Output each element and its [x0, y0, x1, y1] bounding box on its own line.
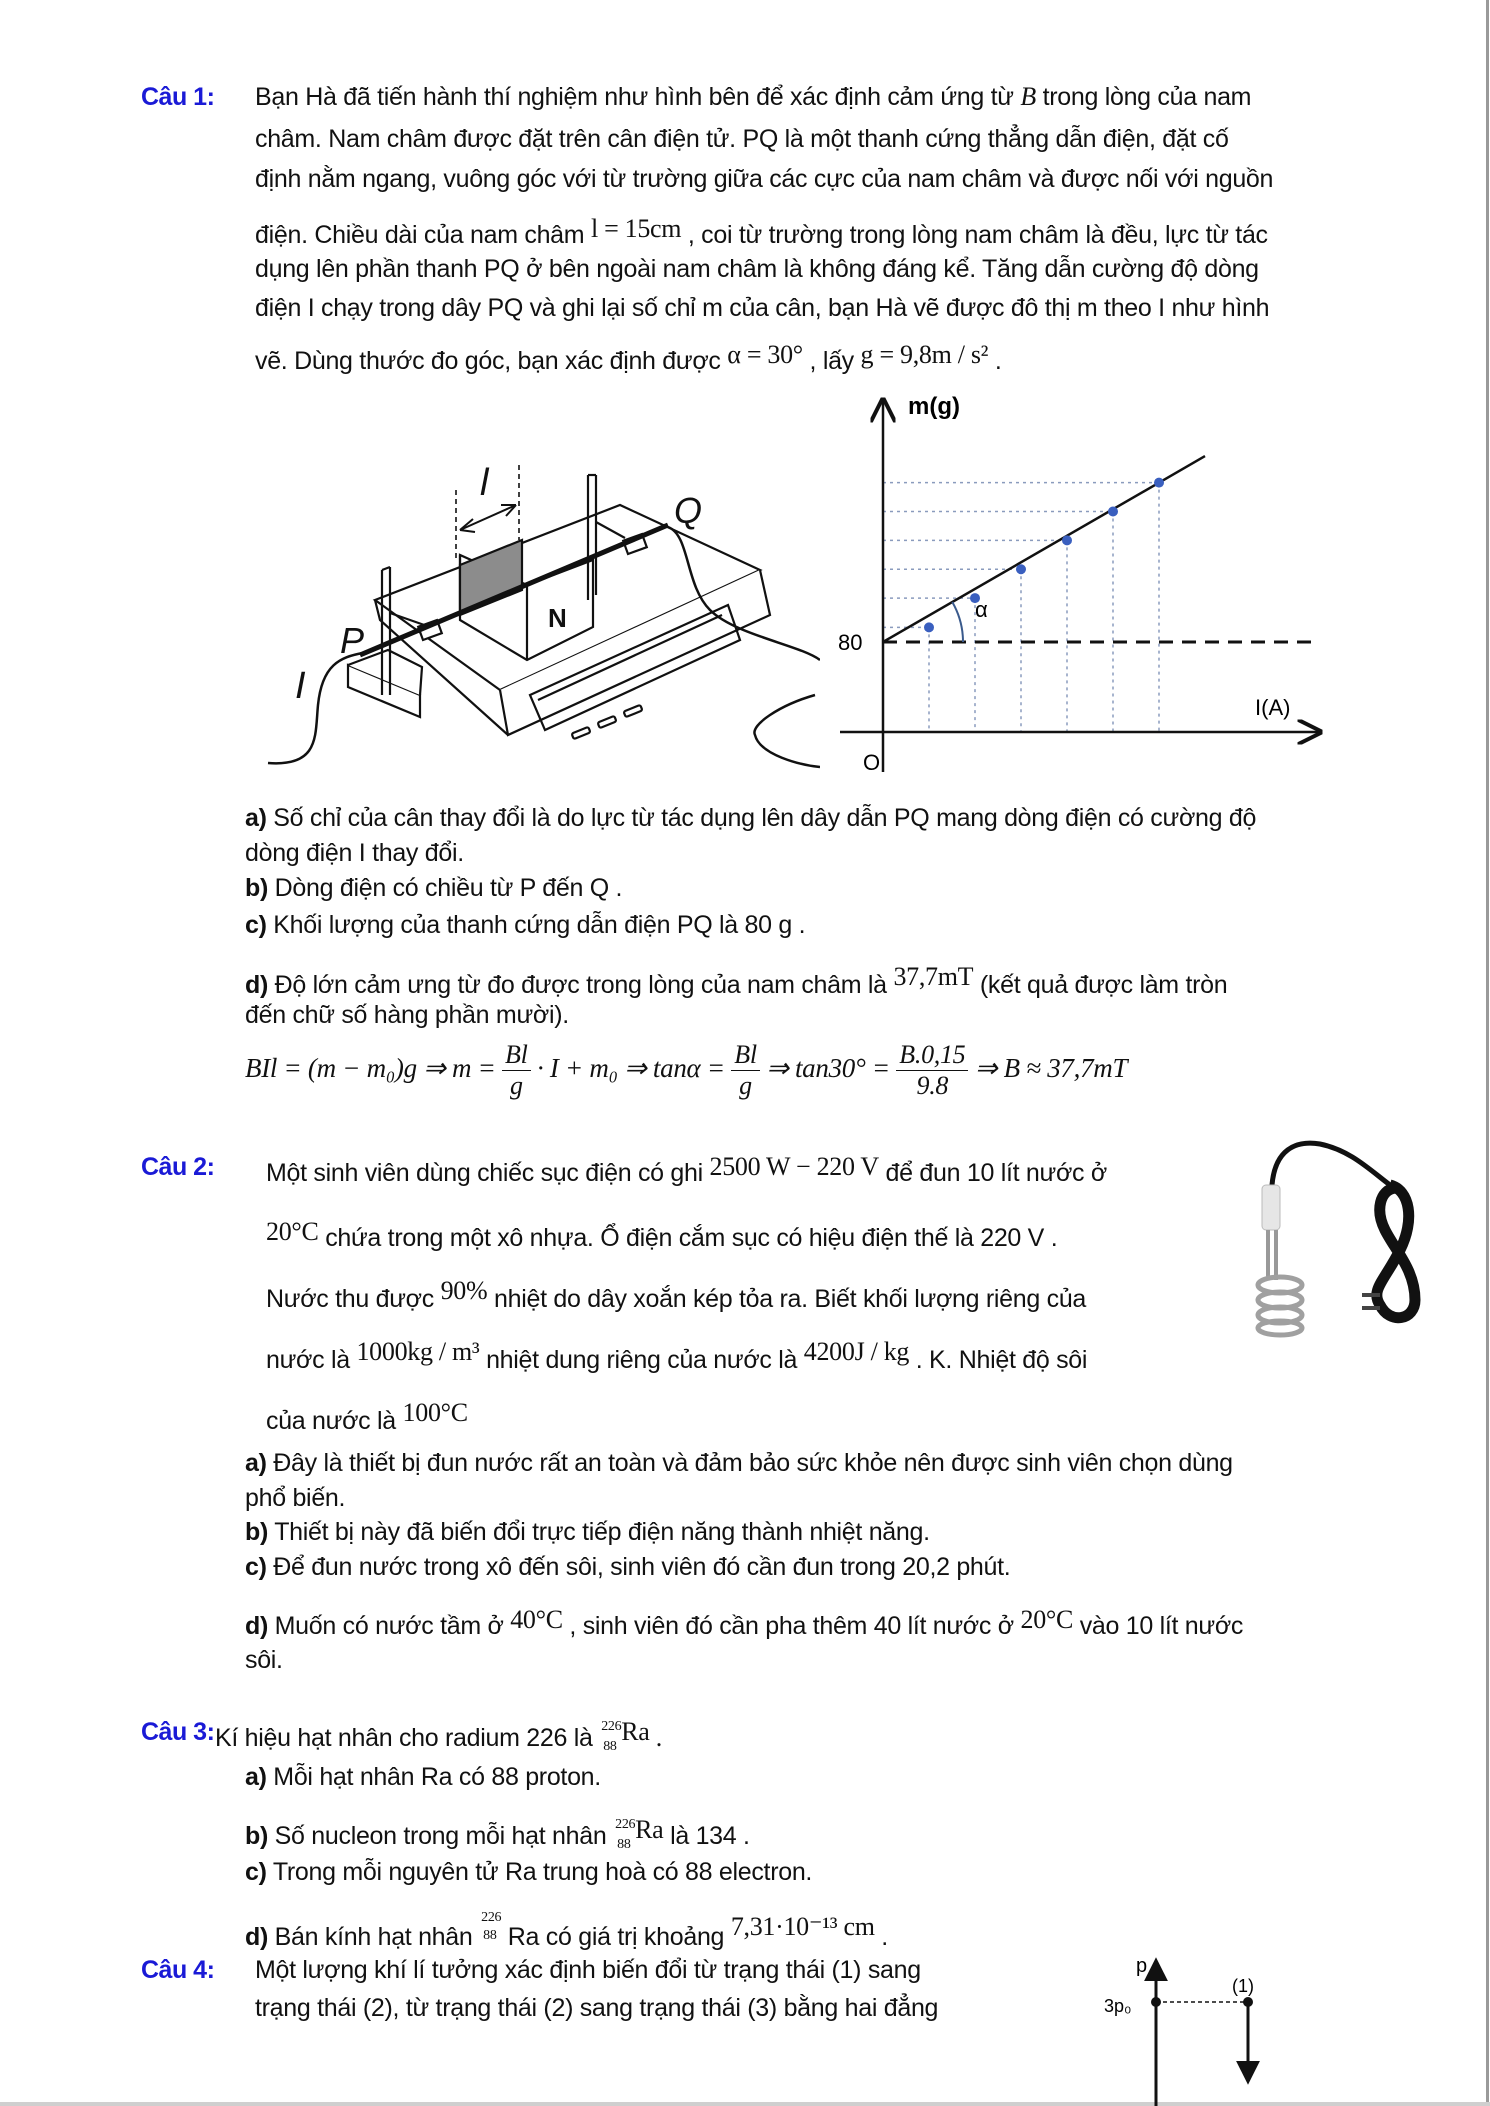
pressure-axis-label: p — [1136, 1955, 1148, 1977]
q2-option-d-cont: sôi. — [245, 1646, 283, 1674]
q3-text: Kí hiệu hạt nhân cho radium 226 là — [215, 1724, 600, 1752]
q2-math-temp: 20°C — [266, 1217, 319, 1246]
element-symbol: Ra — [621, 1717, 650, 1746]
q1-math-g: g = 9,8m / s² — [860, 340, 989, 369]
option-text: , sinh viên đó cần pha thêm 40 lít nước ở — [562, 1612, 1021, 1640]
pressure-tick-point — [1151, 1997, 1161, 2007]
option-text: Độ lớn cảm ưng từ đo được trong lòng của nam châm là — [274, 971, 894, 999]
q2-line-1 — [266, 1152, 1107, 1188]
y-axis-label: m(g) — [908, 393, 960, 420]
origin-label: O — [863, 750, 881, 775]
option-text: Khối lượng của thanh cứng dẫn điện PQ là 80 g . — [273, 911, 806, 939]
q1-option-c — [245, 910, 805, 940]
option-text: Bán kính hạt nhân — [274, 1923, 480, 1951]
q1-line-3: định nằm ngang, vuông góc với từ trường giữa các cực của nam châm và được nối với nguồn — [255, 165, 1274, 193]
q1-math-alpha: α = 30° — [727, 340, 803, 369]
option-math: 7,31·10⁻¹³ cm — [730, 1912, 875, 1941]
formula-part: BIl = (m − m₀)g ⇒ m = — [245, 1053, 503, 1083]
point-q-label: Q — [674, 490, 703, 531]
question-1-label: Câu 1: — [141, 83, 215, 111]
formula-part: ⇒ B ≈ 37,7mT — [968, 1053, 1128, 1083]
current-label: I — [295, 665, 306, 707]
option-text: vào 10 lít nước — [1073, 1612, 1244, 1640]
immersion-heater-image — [1250, 1130, 1430, 1340]
pressure-tick-label: 3p₀ — [1104, 1996, 1132, 2016]
chart-guides — [883, 483, 1159, 732]
q2-line-2 — [266, 1217, 1057, 1253]
element-symbol: Ra — [635, 1815, 664, 1844]
q1-line-6: điện I chạy trong dây PQ và ghi lại số chỉ m của cân, bạn Hà vẽ được đô thị m theo I như hình — [255, 294, 1270, 322]
question-3-label: Câu 3: — [141, 1718, 215, 1746]
q2-text: của nước là — [266, 1407, 403, 1435]
pv-diagram — [1100, 1950, 1320, 2106]
apparatus-figure — [260, 395, 820, 770]
fraction: $\frac{Bl}{g}$ — [731, 1040, 760, 1101]
option-key: a) — [245, 1449, 267, 1477]
q2-text: Nước thu được — [266, 1285, 441, 1313]
option-text: Mỗi hạt nhân Ra có 88 proton. — [273, 1763, 601, 1791]
q1-math-b: B — [1020, 82, 1036, 111]
q1-option-a-cont: dòng điện I thay đổi. — [245, 839, 464, 867]
option-key: b) — [245, 1822, 268, 1850]
data-point — [924, 622, 934, 632]
option-text: Đây là thiết bị đun nước rất an toàn và đảm bảo sức khỏe nên được sinh viên chọn dùng — [273, 1449, 1233, 1477]
south-pole-label: S — [488, 522, 505, 549]
q2-text: để đun 10 lít nước ở — [878, 1159, 1107, 1187]
state-1-label: (1) — [1232, 1976, 1254, 1996]
q3-option-a — [245, 1762, 601, 1792]
q2-math-rating: 2500 W − 220 V — [709, 1152, 879, 1181]
nuclide-symbol: 226 88 — [601, 1719, 622, 1754]
q2-math-density: 1000kg / m³ — [356, 1337, 480, 1366]
option-key: c) — [245, 1553, 267, 1581]
q1-solution-formula — [245, 1038, 1127, 1101]
option-key: c) — [245, 1858, 267, 1886]
option-text: Thiết bị này đã biến đổi trực tiếp điện năng thành nhiệt năng. — [274, 1518, 930, 1546]
q2-option-b — [245, 1517, 930, 1547]
option-key: b) — [245, 1518, 268, 1546]
nuclide-symbol: 226 88 — [615, 1817, 636, 1852]
q4-line-1: Một lượng khí lí tưởng xác định biến đổi từ trạng thái (1) sang — [255, 1956, 921, 1984]
mass-current-chart — [830, 392, 1330, 777]
q2-option-d — [245, 1605, 1243, 1641]
q2-line-5 — [266, 1398, 468, 1436]
option-text: Ra có giá trị khoảng — [501, 1923, 731, 1951]
option-text: (kết quả được làm tròn — [973, 971, 1228, 999]
option-math: 40°C — [510, 1605, 563, 1634]
q2-option-a — [245, 1448, 1233, 1478]
q2-text: chứa trong một xô nhựa. Ổ điện cắm sục có hiệu điện thế là 220 V . — [318, 1224, 1058, 1252]
q2-option-a-cont: phổ biến. — [245, 1484, 346, 1512]
q1-option-d-cont: đến chữ số hàng phần mười). — [245, 1001, 569, 1029]
q2-text: Một sinh viên dùng chiếc sục điện có ghi — [266, 1159, 710, 1187]
question-2-label: Câu 2: — [141, 1153, 215, 1181]
formula-part: ⇒ tan30° = — [759, 1053, 897, 1083]
q1-math-length: l = 15cm — [590, 214, 682, 243]
q2-text: . K. Nhiệt độ sôi — [909, 1346, 1088, 1374]
formula-part: · I + m₀ ⇒ tanα = — [530, 1053, 732, 1083]
q2-line-4 — [266, 1337, 1087, 1375]
option-key: a) — [245, 1763, 267, 1791]
q1-line-1 — [255, 82, 1251, 112]
page-right-border — [1486, 0, 1489, 2106]
fraction: $\frac{Bl}{g}$ — [502, 1040, 531, 1101]
q2-math-boiling: 100°C — [402, 1398, 468, 1427]
data-point — [1108, 507, 1118, 517]
y-intercept-label: 80 — [838, 630, 863, 655]
option-text: Dòng điện có chiều từ P đến Q . — [274, 874, 623, 902]
q4-line-2: trạng thái (2), từ trạng thái (2) sang trạng thái (3) bằng hai đẳng — [255, 1994, 939, 2022]
q1-line-5: dụng lên phần thanh PQ ở bên ngoài nam châm là không đáng kể. Tăng dẫn cường độ dòng — [255, 255, 1259, 283]
north-pole-label: N — [548, 603, 567, 633]
q1-text: . — [988, 347, 1002, 375]
q2-math-efficiency: 90% — [440, 1276, 488, 1305]
q2-text: nhiệt do dây xoắn kép tỏa ra. Biết khối lượng riêng của — [487, 1285, 1087, 1313]
data-point — [1154, 478, 1164, 488]
q3-option-c — [245, 1857, 812, 1887]
length-label: l — [480, 462, 489, 504]
q1-line-7 — [255, 340, 1001, 376]
point-p-label: P — [340, 620, 365, 661]
angle-label: α — [975, 597, 988, 622]
q1-text: trong lòng của nam — [1035, 83, 1252, 111]
option-key: c) — [245, 911, 267, 939]
option-text: là 134 . — [663, 1822, 750, 1850]
option-key: d) — [245, 1612, 268, 1640]
q2-option-c — [245, 1552, 1010, 1582]
question-4-label: Câu 4: — [141, 1956, 215, 1984]
q2-line-3 — [266, 1276, 1086, 1314]
q1-text: Bạn Hà đã tiến hành thí nghiệm như hình bên để xác định cảm ứng từ — [255, 83, 1021, 111]
q1-text: điện. Chiều dài của nam châm — [255, 221, 591, 249]
option-text: Muốn có nước tầm ở — [274, 1612, 511, 1640]
q3-option-d — [245, 1912, 888, 1952]
q3-intro: Kí hiệu hạt nhân cho radium 226 là 226 88 Ra . — [215, 1717, 662, 1754]
q1-option-b — [245, 873, 622, 903]
option-math: 20°C — [1020, 1605, 1074, 1634]
option-text: Số nucleon trong mỗi hạt nhân — [274, 1822, 614, 1850]
q2-text: nước là — [266, 1346, 357, 1374]
option-math: 37,7mT — [893, 962, 974, 991]
q1-line-2: châm. Nam châm được đặt trên cân điện tử. PQ là một thanh cứng thẳng dẫn điện, đặt cố — [255, 125, 1229, 153]
q2-text: nhiệt dung riêng của nước là — [479, 1346, 804, 1374]
q1-text: vẽ. Dùng thước đo góc, bạn xác định được — [255, 347, 728, 375]
fraction: $\frac{B.0,15}{9.8}$ — [896, 1040, 968, 1101]
data-point — [1062, 535, 1072, 545]
x-axis-label: I(A) — [1255, 695, 1291, 720]
option-text: Số chỉ của cân thay đổi là do lực từ tác dụng lên dây dẫn PQ mang dòng điện có cường độ — [273, 804, 1257, 832]
option-text: Để đun nước trong xô đến sôi, sinh viên đó cần đun trong 20,2 phút. — [273, 1553, 1011, 1581]
angle-arc — [952, 602, 963, 642]
q1-option-d — [245, 962, 1227, 1000]
option-text: Trong mỗi nguyên tử Ra trung hoà có 88 electron. — [272, 1858, 813, 1886]
q1-line-4 — [255, 214, 1268, 250]
q1-text: , lấy — [802, 347, 861, 375]
q2-math-heat-capacity: 4200J / kg — [803, 1337, 910, 1366]
option-key: b) — [245, 874, 268, 902]
nuclide-symbol: 226 88 — [481, 1910, 502, 1943]
q1-option-a — [245, 803, 1256, 833]
option-key: d) — [245, 971, 268, 999]
option-key: d) — [245, 1923, 268, 1951]
q1-text: , coi từ trường trong lòng nam châm là đều, lực từ tác — [681, 221, 1268, 249]
q3-option-b — [245, 1815, 750, 1851]
option-text: . — [874, 1923, 888, 1951]
option-key: a) — [245, 804, 267, 832]
data-point — [1016, 564, 1026, 574]
